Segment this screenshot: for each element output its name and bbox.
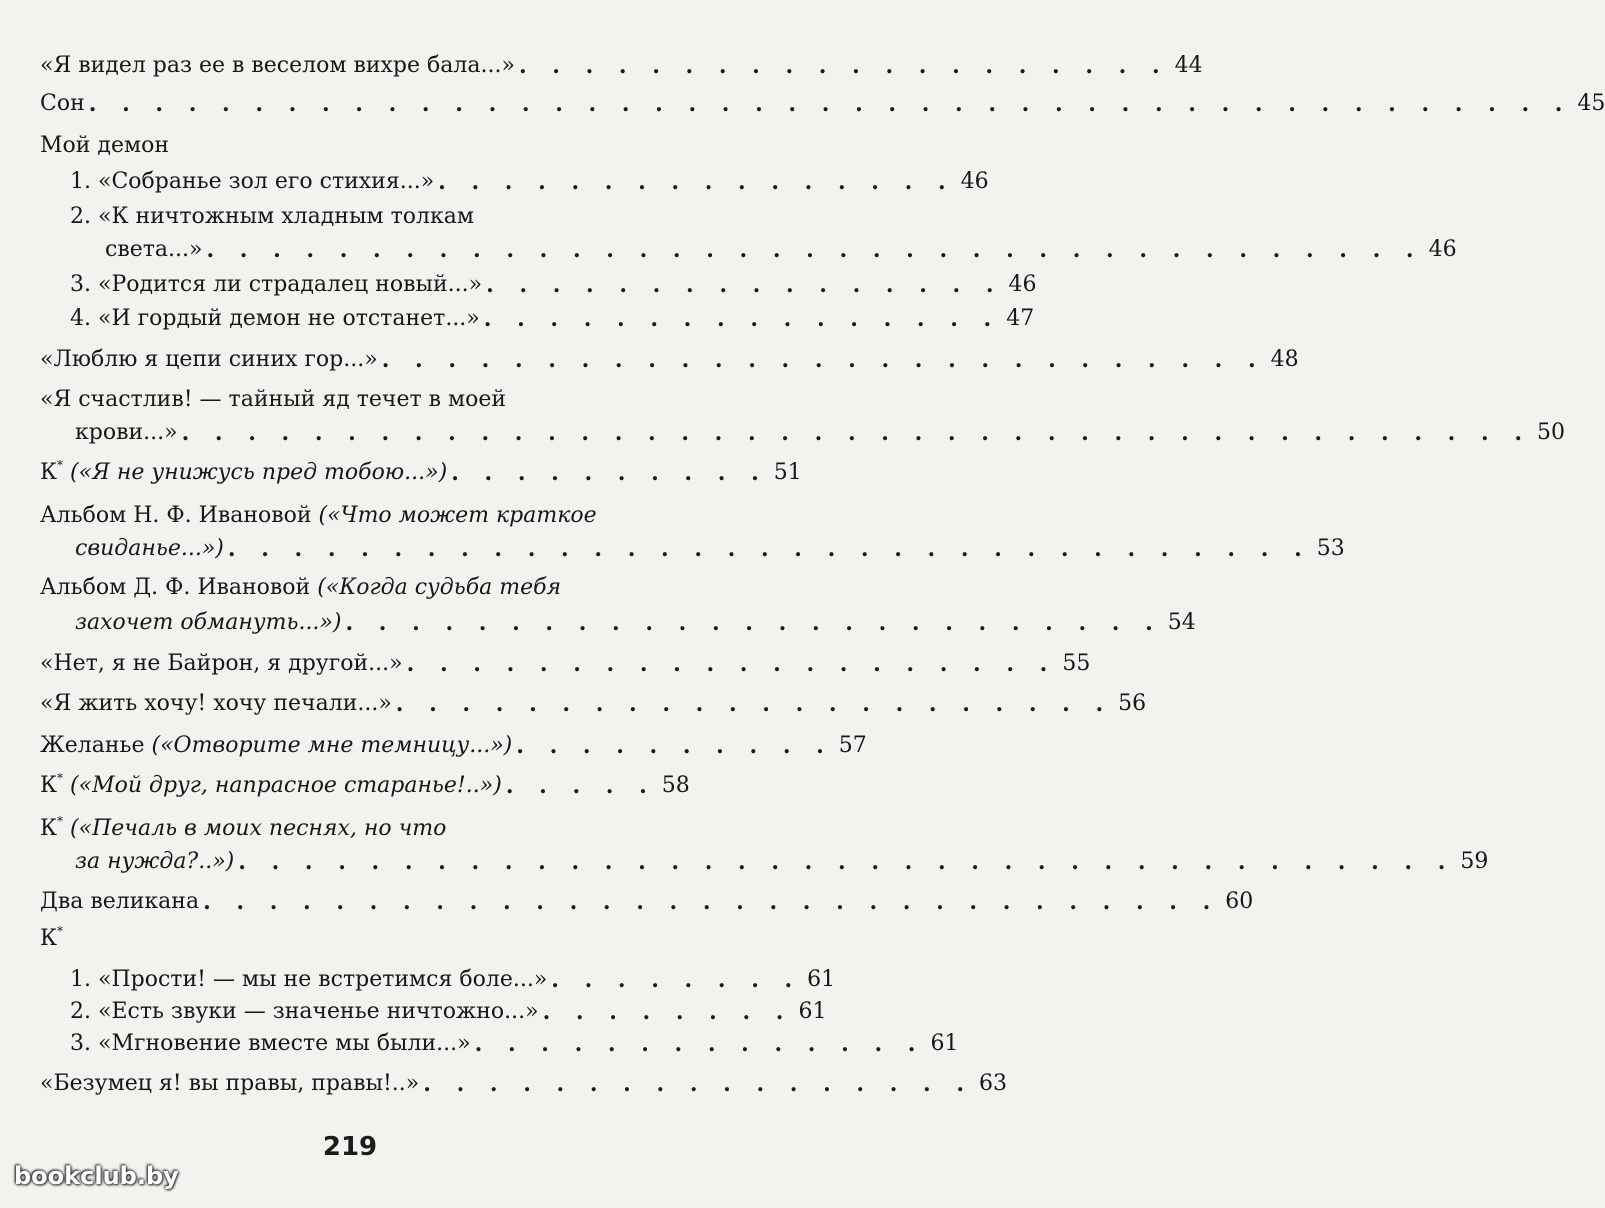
toc-entry <box>40 848 1489 876</box>
toc-entry <box>70 998 827 1026</box>
toc-entry <box>40 690 1147 718</box>
entry-title: («Отворите мне темницу...») <box>151 733 513 758</box>
entry-title: («Когда судьба тебя <box>317 575 562 600</box>
entry-page: 54 <box>1167 610 1196 635</box>
toc-entry <box>40 52 1203 80</box>
leader-dots: . . . . . . . . . . <box>451 460 768 486</box>
leader-dots: . . . . . . . . . . . . . . . . . . . . . . . . . . . . . . . <box>203 889 1220 915</box>
entry-prefix: К* <box>40 771 64 798</box>
leader-dots: . . . . . . . . . . . . . . . . . . . . <box>518 53 1169 79</box>
entry-title: свиданье...») <box>75 536 224 561</box>
leader-dots: . . . . . . . . . . . . . . . . . . . . . . . . . . . . . . . . . . . . . <box>238 849 1455 875</box>
entry-title: захочет обмануть...») <box>75 610 342 635</box>
entry-page: 59 <box>1460 849 1489 874</box>
toc-entry <box>40 346 1299 374</box>
entry-page: 44 <box>1174 53 1203 78</box>
toc-entry <box>40 132 646 160</box>
toc-entry <box>40 815 646 843</box>
toc-entry <box>40 771 690 800</box>
toc-entry <box>40 458 802 487</box>
toc-entry <box>40 732 867 760</box>
entry-page: 61 <box>798 999 827 1024</box>
toc-entry <box>40 609 1196 637</box>
leader-dots: . . . . . . . . . . . . . . . . <box>483 306 1001 332</box>
entry-title: «Люблю я цепи синих гор...» <box>40 347 378 372</box>
entry-page: 53 <box>1316 536 1345 561</box>
watermark: bookclub.by <box>14 1162 179 1190</box>
entry-title: Два великана <box>40 889 200 914</box>
toc-entry <box>40 535 1345 563</box>
toc-entry <box>70 203 646 231</box>
toc-entry <box>40 386 646 414</box>
entry-prefix: К* <box>40 458 64 485</box>
entry-prefix: Альбом Д. Ф. Ивановой <box>40 575 318 600</box>
entry-page: 57 <box>838 733 867 758</box>
entry-prefix: Желанье <box>40 733 152 758</box>
toc-entry <box>70 1030 959 1058</box>
leader-dots: . . . . . . . . . . . . . . . . . . . . <box>406 651 1057 677</box>
leader-dots: . . . . . . . . . . . . . . . . . . . . . . . . . . . . . . . . . . . . . <box>206 237 1423 263</box>
page-number: 219 <box>322 1132 378 1162</box>
toc-entry <box>70 271 1037 299</box>
entry-page: 46 <box>1428 237 1457 262</box>
entry-title: «Я жить хочу! хочу печали...» <box>40 691 392 716</box>
toc-entry <box>70 305 1035 333</box>
leader-dots: . . . . . . . . . . . . . . . . . . . . . . . . . . . <box>381 347 1265 373</box>
entry-title: («Печаль в моих песнях, но что <box>70 816 447 841</box>
entry-title: за нужда?..») <box>75 849 235 874</box>
leader-dots: . . . . . . . . <box>551 967 802 993</box>
entry-page: 48 <box>1270 347 1299 372</box>
toc-entry <box>40 925 646 953</box>
entry-title: Сон <box>40 91 85 116</box>
entry-prefix: К* <box>40 924 64 951</box>
toc-entry <box>70 236 1457 264</box>
entry-title: «Я счастлив! — тайный яд течет в моей <box>40 387 507 412</box>
toc-entry <box>40 502 646 530</box>
entry-title: («Мой друг, напрасное старанье!..») <box>70 773 502 798</box>
leader-dots: . . . . . . . . . . . . . . . . . <box>423 1071 974 1097</box>
entry-title: 1. «Собранье зол его стихия...» <box>70 169 435 194</box>
entry-title: «Нет, я не Байрон, я другой...» <box>40 651 403 676</box>
leader-dots: . . . . . . . . . . . . . . . . . . . . . . . . . . . . . . . . . . . . . . . . . <box>181 420 1531 446</box>
leader-dots: . . . . . <box>505 773 656 799</box>
entry-title: Мой демон <box>40 133 170 158</box>
entry-page: 46 <box>1008 272 1037 297</box>
entry-page: 51 <box>773 460 802 485</box>
entry-prefix: К* <box>40 814 64 841</box>
entry-title: 3. «Мгновение вместе мы были...» <box>70 1031 471 1056</box>
entry-page: 55 <box>1062 651 1091 676</box>
entry-title: 3. «Родится ли страдалец новый...» <box>70 272 483 297</box>
entry-title: 2. «К ничтожным хладным толкам <box>70 204 474 229</box>
leader-dots: . . . . . . . . . . <box>516 733 833 759</box>
leader-dots: . . . . . . . . <box>542 999 793 1025</box>
toc-entry <box>40 419 1565 447</box>
entry-page: 56 <box>1118 691 1147 716</box>
leader-dots: . . . . . . . . . . . . . . . . . . . . . . . . . <box>345 610 1162 636</box>
toc-entry <box>40 888 1254 916</box>
entry-title: («Что может краткое <box>318 503 597 528</box>
leader-dots: . . . . . . . . . . . . . . . . <box>438 169 955 195</box>
entry-page: 50 <box>1536 420 1565 445</box>
entry-title: «Я видел раз ее в веселом вихре бала...» <box>40 53 515 78</box>
entry-page: 58 <box>661 773 690 798</box>
entry-page: 61 <box>807 967 836 992</box>
entry-title: «Безумец я! вы правы, правы!..» <box>40 1071 420 1096</box>
leader-dots: . . . . . . . . . . . . . . . . . . . . . . . . . . . . . . . . . . . . . . . . . . . . . <box>88 91 1572 117</box>
toc-entry <box>40 650 1091 678</box>
entry-prefix: Альбом Н. Ф. Ивановой <box>40 503 319 528</box>
entry-title: («Я не унижусь пред тобою...») <box>70 460 448 485</box>
toc-entry <box>40 1070 1008 1098</box>
toc-entry <box>70 168 989 196</box>
entry-page: 46 <box>960 169 989 194</box>
entry-page: 60 <box>1225 889 1254 914</box>
leader-dots: . . . . . . . . . . . . . . <box>474 1031 925 1057</box>
toc-entry <box>40 90 1605 118</box>
leader-dots: . . . . . . . . . . . . . . . . <box>486 272 1003 298</box>
entry-page: 45 <box>1577 91 1605 116</box>
entry-page: 63 <box>979 1071 1008 1096</box>
entry-title: крови...» <box>75 420 178 445</box>
leader-dots: . . . . . . . . . . . . . . . . . . . . . . . . . . . . . . . . . <box>227 536 1311 562</box>
leader-dots: . . . . . . . . . . . . . . . . . . . . . . <box>395 691 1113 717</box>
entry-title: 2. «Есть звуки — значенье ничтожно...» <box>70 999 539 1024</box>
toc-entry <box>40 574 646 602</box>
toc-entry <box>70 966 836 994</box>
entry-page: 61 <box>930 1031 959 1056</box>
entry-title: 4. «И гордый демон не отстанет...» <box>70 306 480 331</box>
entry-page: 47 <box>1006 306 1035 331</box>
entry-title: света...» <box>105 237 203 262</box>
entry-title: 1. «Прости! — мы не встретимся боле...» <box>70 967 548 992</box>
